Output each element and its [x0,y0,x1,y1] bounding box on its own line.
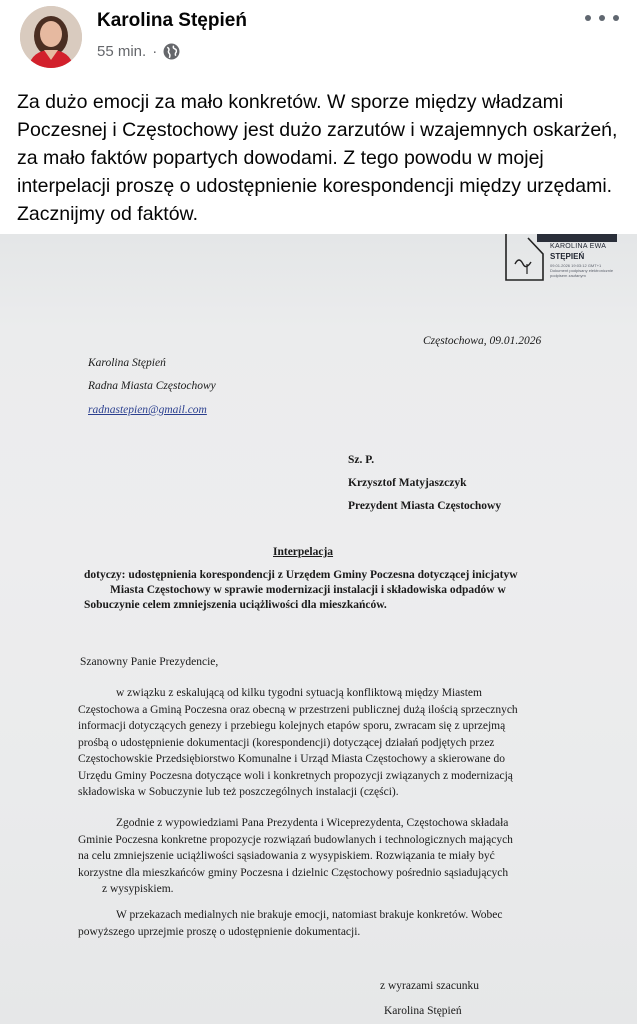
subject-line: Sobuczynie celem zmniejszenia uciążliwości dla mieszkańców. [84,599,387,611]
post-text: Za dużo emocji za mało konkretów. W sporze między władzami Poczesnej i Częstochowy jest dużo zarzutów i wzajemnych oskarżeń, za mało faktów popartych dowodami. Z tego powodu w mojej interpelacji proszę o udostępnienie korespondencji między urzędami. Zacznijmy od faktów. [17,91,618,225]
subject-line: Miasta Częstochowy w sprawie modernizacji instalacji i składowiska odpadów w [110,584,506,596]
recipient-name: Krzysztof Matyjaszczyk [348,477,467,489]
subject-block [84,568,518,613]
paragraph-1 [78,685,598,801]
paragraph-line: Gminie Poczesna konkretne propozycje rozwiązań budowlanych i technologicznych mających [78,833,513,846]
sender-name: Karolina Stępień [88,357,166,369]
paragraph-line: składowiska w Sobuczynie lub też poszczególnych instalacji (części). [78,786,399,798]
post-header [0,0,637,80]
place-date: Częstochowa, 09.01.2026 [423,335,542,347]
document-heading: Interpelacja [273,546,334,558]
greeting: Szanowny Panie Prezydencie, [80,656,219,668]
recipient-role: Prezydent Miasta Częstochowy [348,500,502,512]
stamp-header-bar [537,234,617,242]
paragraph-line: prośbą o udostępnienie dokumentacji (korespondencji) dotyczącej działań podjętych przez [78,736,495,749]
more-dot [613,15,619,21]
paragraph-line: Częstochowa a Gminą Poczesna oraz obecną w przestrzeni publicznej dużą ilością sprzecznych [78,703,518,716]
paragraph-line: W przekazach medialnych nie brakuje emocji, natomiast brakuje konkretów. Wobec [116,909,503,921]
sender-email[interactable]: radnastepien@gmail.com [88,404,207,416]
avatar[interactable] [20,6,82,68]
paragraph-line: w związku z eskalującą od kilku tygodni sytuacją konfliktową między Miastem [116,687,482,699]
more-dot [599,15,605,21]
paragraph-line: korzystne dla mieszkańców gminy Poczesna i dzielnic Częstochowy pośrednio sąsiadujących [78,866,509,879]
paragraph-line: Zgodnie z wypowiedziami Pana Prezydenta i Wiceprezydenta, Częstochowa składała [116,817,509,829]
subject-line: dotyczy: udostępnienia korespondencji z Urzędem Gminy Poczesna dotyczącej inicjatyw [84,569,518,581]
stamp-name-line2: STĘPIEŃ [550,252,585,261]
globe-icon[interactable] [163,43,180,60]
more-dot [585,15,591,21]
closing: z wyrazami szacunku [380,980,479,992]
document-photo[interactable] [0,234,637,1024]
paragraph-line: Częstochowskie Przedsiębiorstwo Komunalne i Urząd Miasta Częstochowy a skierowane do [78,753,505,765]
paragraph-3 [78,907,598,940]
paragraph-line: informacji dotyczących genezy i przebiegu kolejnych etapów sporu, zwracam się z uprzejmą [78,720,506,732]
signature: Karolina Stępień [384,1005,462,1017]
paragraph-line: na celu zmniejszenie uciążliwości sąsiadowania z wysypiskiem. Rozwiązania te miały być [78,850,495,862]
meta-separator: · [152,43,158,60]
paragraph-line: Urzędu Gminy Poczesna dotyczące woli i konkretnych propozycji związanych z modernizacją [78,769,513,782]
stamp-name-line1: KAROLINA EWA [550,243,607,250]
paragraph-line: z wysypiskiem. [102,883,174,895]
sender-role: Radna Miasta Częstochowy [88,380,216,392]
author-name[interactable]: Karolina Stępień [97,10,247,31]
paragraph-2 [78,815,598,898]
avatar-image [20,6,82,68]
more-options-icon[interactable] [585,8,619,28]
stamp-details: 09.01.2026 19:03:12 GMT+1 Dokument podpisany elektronicznie podpisem zaufanym [550,263,614,278]
paragraph-line: powyższego uprzejmie proszę o udostępnienie dokumentacji. [78,925,361,938]
post-meta [97,43,180,60]
post-time[interactable]: 55 min. [97,43,147,60]
recipient-salutation: Sz. P. [348,454,375,466]
